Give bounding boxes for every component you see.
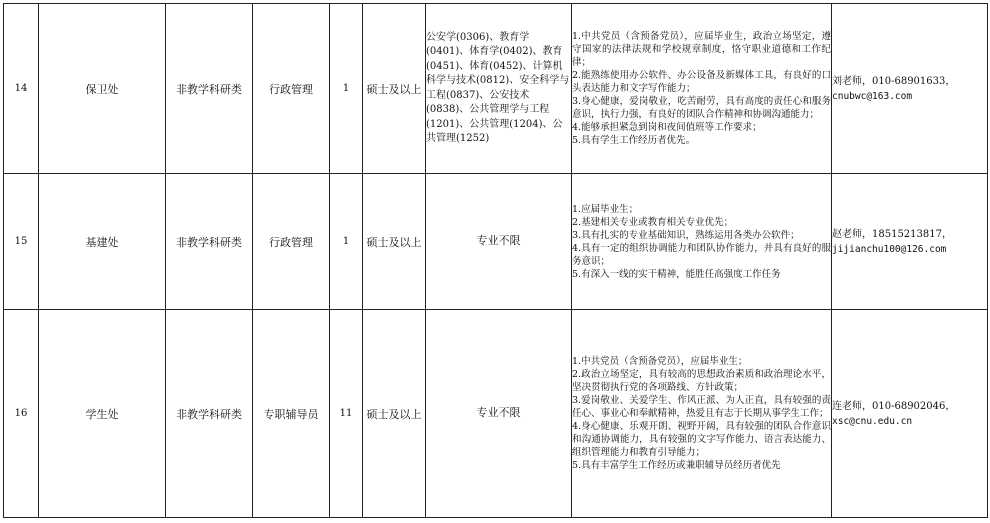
category-cell: 非教学科研类 xyxy=(166,174,253,310)
category-cell: 非教学科研类 xyxy=(166,310,253,518)
major-cell: 专业不限 xyxy=(426,174,572,310)
major-cell: 公安学(0306)、教育学(0401)、体育学(0402)、教育(0451)、体育(0452)、计算机科学与技术(0812)、安全科学与工程(0837)、公安技术(0838)、公共管理学与工程(1201)、公共管理(1204)、公共管理(1252) xyxy=(426,4,572,174)
count-cell: 1 xyxy=(330,4,363,174)
degree-cell: 硕士及以上 xyxy=(363,310,426,518)
requirement-item: 3.爱岗敬业、关爱学生、作风正派、为人正直，具有较强的责任心、事业心和奉献精神，热爱且有志于长期从事学生工作； xyxy=(572,395,831,419)
table-row xyxy=(4,310,988,518)
row-index: 14 xyxy=(4,4,39,174)
requirements-cell xyxy=(572,310,832,518)
contact-cell xyxy=(832,4,988,174)
position-cell: 行政管理 xyxy=(253,4,330,174)
count-cell: 1 xyxy=(330,174,363,310)
department-cell: 保卫处 xyxy=(39,4,166,174)
count-cell: 11 xyxy=(330,310,363,518)
row-index: 15 xyxy=(4,174,39,310)
requirement-item: 5.具有丰富学生工作经历或兼职辅导员经历者优先 xyxy=(572,460,781,471)
contact-name: 连老师，010-68902046， xyxy=(832,400,956,412)
major-cell: 专业不限 xyxy=(426,310,572,518)
requirement-item: 4.能够承担紧急到岗和夜间值班等工作要求； xyxy=(572,122,762,133)
requirement-item: 4.身心健康、乐观开朗、视野开阔，具有较强的团队合作意识和沟通协调能力，具有较强的文字写作能力、语言表达能力、组织管理能力和教育引导能力； xyxy=(572,421,831,458)
requirements-cell xyxy=(572,4,832,174)
requirement-item: 1.中共党员（含预备党员），应届毕业生； xyxy=(572,356,748,367)
requirement-item: 1.应届毕业生； xyxy=(572,203,639,215)
category-cell: 非教学科研类 xyxy=(166,4,253,174)
position-cell: 行政管理 xyxy=(253,174,330,310)
contact-cell xyxy=(832,310,988,518)
degree-cell: 硕士及以上 xyxy=(363,174,426,310)
position-cell: 专职辅导员 xyxy=(253,310,330,518)
contact-cell xyxy=(832,174,988,310)
requirements-cell xyxy=(572,174,832,310)
requirement-item: 2.政治立场坚定，具有较高的思想政治素质和政治理论水平，坚决贯彻执行党的各项路线、方针政策； xyxy=(572,369,831,393)
requirement-item: 5.具有学生工作经历者优先。 xyxy=(572,135,696,146)
row-index: 16 xyxy=(4,310,39,518)
department-cell: 基建处 xyxy=(39,174,166,310)
requirement-item: 3.身心健康，爱岗敬业，吃苦耐劳，具有高度的责任心和服务意识，执行力强，有良好的团队合作精神和协调沟通能力； xyxy=(572,96,831,120)
contact-email: jijianchu100@126.com xyxy=(832,243,947,255)
requirement-item: 2.能熟练使用办公软件、办公设备及新媒体工具，有良好的口头表达能力和文字写作能力； xyxy=(572,70,831,94)
requirement-item: 1.中共党员（含预备党员），应届毕业生，政治立场坚定，遵守国家的法律法规和学校规章制度，恪守职业道德和工作纪律； xyxy=(572,31,831,68)
contact-name: 刘老师，010-68901633， xyxy=(832,75,956,87)
recruitment-table xyxy=(3,3,988,518)
degree-cell: 硕士及以上 xyxy=(363,4,426,174)
requirement-item: 2.基建相关专业或教育相关专业优先； xyxy=(572,216,734,228)
table-row xyxy=(4,4,988,174)
contact-email: xsc@cnu.edu.cn xyxy=(832,415,913,427)
contact-name: 赵老师，18515213817， xyxy=(832,228,952,240)
department-cell: 学生处 xyxy=(39,310,166,518)
requirement-item: 4.具有一定的组织协调能力和团队协作能力，并具有良好的服务意识； xyxy=(572,242,831,267)
contact-email: cnubwc@163.com xyxy=(832,90,913,102)
requirement-item: 3.具有扎实的专业基础知识，熟练运用各类办公软件； xyxy=(572,229,800,241)
requirement-item: 5.有深入一线的实干精神，能胜任高强度工作任务 xyxy=(572,268,781,280)
table-row xyxy=(4,174,988,310)
